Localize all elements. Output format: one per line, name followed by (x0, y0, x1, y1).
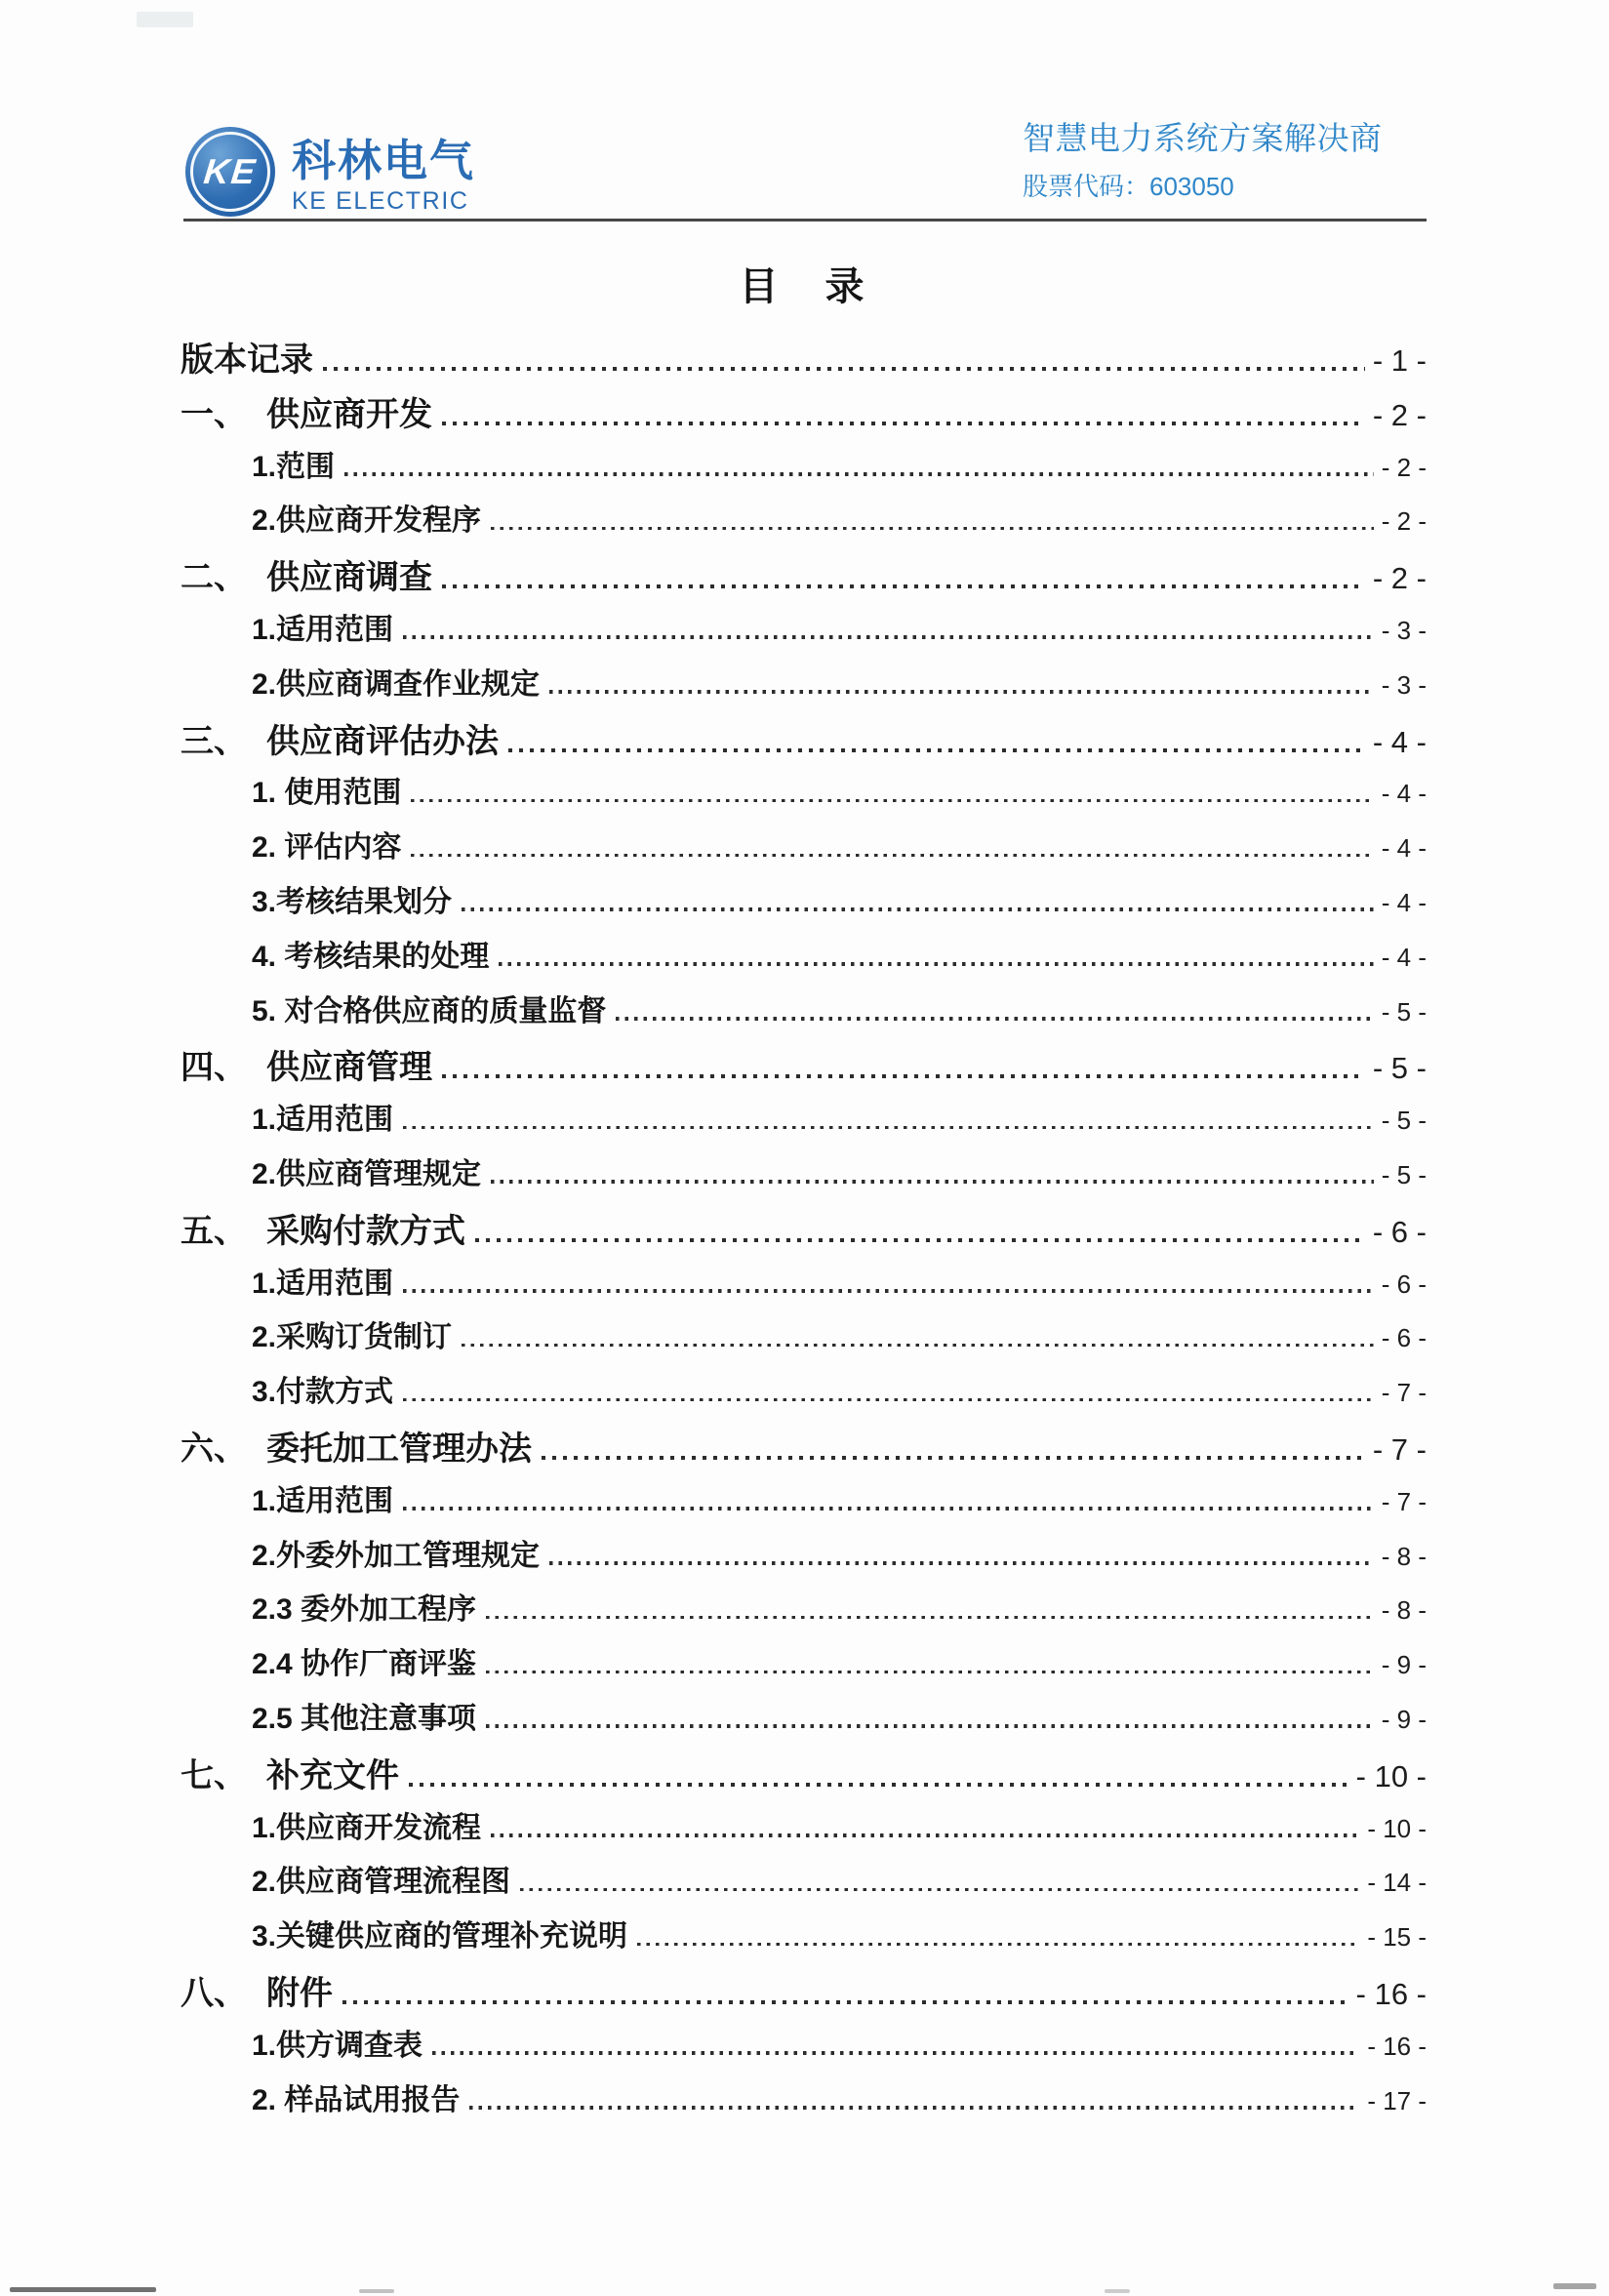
toc-entry-label: 2.5 其他注意事项 (252, 1702, 477, 1735)
toc-entry (181, 2068, 1427, 2122)
toc-entry-label: 1.适用范围 (252, 613, 394, 646)
toc-entry-label: 4. 考核结果的处理 (252, 940, 490, 973)
toc-entry-page: - 17 - (1367, 2085, 1427, 2115)
toc-entry-number: 三、 (181, 722, 247, 760)
dot-leader (491, 1833, 1359, 1837)
toc-entry-label: 2.供应商管理规定 (252, 1157, 482, 1190)
toc-entry-label: 1.范围 (252, 450, 336, 483)
toc-entry-label: 2. 评估内容 (252, 831, 402, 865)
dot-leader (520, 1888, 1359, 1892)
dot-leader (486, 1724, 1374, 1728)
dot-leader (403, 1126, 1374, 1130)
toc-entry-number: 四、 (181, 1049, 247, 1087)
header-divider (183, 219, 1427, 222)
stock-code: 股票代码：603050 (1023, 172, 1234, 202)
scan-artifact (1105, 2289, 1130, 2293)
dot-leader (462, 1344, 1374, 1348)
toc-entry (181, 706, 1427, 761)
dot-leader (491, 527, 1374, 531)
brand-name-cn: 科林电气 (292, 136, 476, 185)
company-tagline: 智慧电力系统方案解决商 (1023, 120, 1383, 156)
ke-logo-icon (185, 127, 275, 217)
toc-entry-label: 供应商管理 (266, 1049, 432, 1087)
header-right-block (1023, 118, 1383, 203)
scan-artifact (359, 2289, 394, 2293)
toc-title: 目 录 (739, 265, 868, 308)
toc-entry-label: 2.采购订货制订 (252, 1321, 453, 1354)
toc-entry-label: 3.付款方式 (252, 1376, 394, 1409)
toc-entry (181, 869, 1427, 924)
toc-entry-page: - 1 - (1372, 343, 1427, 378)
toc-entry-page: - 6 - (1372, 1214, 1427, 1249)
toc-entry (181, 1904, 1427, 1958)
dot-leader (403, 1398, 1374, 1402)
toc-entry (181, 1305, 1427, 1359)
toc-entry (181, 1196, 1427, 1251)
dot-leader (403, 635, 1374, 639)
toc-entry-page: - 15 - (1367, 1922, 1427, 1953)
toc-entry-label: 供应商调查 (266, 559, 432, 597)
toc-entry (181, 815, 1427, 869)
dot-leader (342, 2000, 1348, 2004)
dot-leader (549, 690, 1374, 694)
toc-entry-label: 5. 对合格供应商的质量监督 (252, 994, 607, 1027)
toc-entry-label: 2.外委外加工管理规定 (252, 1539, 541, 1572)
toc-entry-label: 3.考核结果划分 (252, 885, 453, 918)
dot-leader (637, 1943, 1359, 1947)
toc-entry-page: - 3 - (1381, 669, 1427, 700)
dot-leader (499, 962, 1373, 966)
toc-entry-page: - 4 - (1381, 833, 1427, 864)
toc-entry (181, 652, 1427, 706)
dot-leader (344, 472, 1374, 476)
toc-entry (181, 924, 1427, 979)
dot-leader (411, 854, 1373, 858)
toc-entry (181, 2013, 1427, 2068)
toc-entry (181, 1469, 1427, 1523)
dot-leader (475, 1238, 1365, 1242)
toc-entry-page: - 5 - (1381, 996, 1427, 1027)
toc-entry (181, 325, 1427, 380)
toc-entry-number: 七、 (181, 1756, 247, 1794)
toc-entry-label: 补充文件 (266, 1756, 399, 1794)
dot-leader (469, 2106, 1359, 2110)
toc-entry-label: 2.供应商管理流程图 (252, 1866, 511, 1899)
toc-entry-page: - 7 - (1372, 1431, 1427, 1467)
dot-leader (323, 367, 1365, 371)
toc-entry-label: 1.供应商开发流程 (252, 1811, 482, 1844)
dot-leader (442, 584, 1365, 588)
toc-entry (181, 543, 1427, 597)
toc-entry-number: 二、 (181, 559, 247, 597)
toc-entry-label: 1. 使用范围 (252, 777, 402, 810)
toc-entry-page: - 6 - (1381, 1269, 1427, 1299)
toc-entry-page: - 9 - (1381, 1704, 1427, 1734)
toc-entry-label: 1.适用范围 (252, 1484, 394, 1517)
toc-entry (181, 1577, 1427, 1631)
toc-entry (181, 760, 1427, 815)
toc-entry (181, 1087, 1427, 1142)
toc-entry-page: - 3 - (1381, 615, 1427, 645)
toc-entry-page: - 16 - (1355, 1976, 1427, 2011)
toc-entry-label: 2.4 协作厂商评鉴 (252, 1648, 477, 1681)
toc-entry-page: - 2 - (1381, 506, 1427, 537)
dot-leader (411, 799, 1373, 803)
toc-entry (181, 1414, 1427, 1469)
toc-entry-label: 附件 (266, 1974, 333, 2012)
toc-entry-label: 1.供方调查表 (252, 2029, 423, 2062)
dot-leader (462, 907, 1374, 911)
toc-entry-page: - 7 - (1381, 1378, 1427, 1408)
dot-leader (442, 1074, 1365, 1078)
toc-entry (181, 1142, 1427, 1196)
toc-entry-page: - 10 - (1367, 1813, 1427, 1843)
toc-entry-page: - 4 - (1381, 887, 1427, 917)
toc-entry-page: - 2 - (1372, 397, 1427, 432)
toc-rows (181, 325, 1427, 2121)
toc-entry (181, 380, 1427, 434)
toc-entry (181, 1686, 1427, 1741)
toc-entry-page: - 2 - (1381, 452, 1427, 482)
dot-leader (549, 1561, 1374, 1565)
toc-entry (181, 979, 1427, 1033)
toc-entry (181, 1849, 1427, 1904)
toc-entry (181, 1795, 1427, 1850)
dot-leader (508, 748, 1365, 752)
toc-entry-label: 1.适用范围 (252, 1267, 394, 1300)
toc-entry (181, 1741, 1427, 1795)
toc-entry-number: 八、 (181, 1974, 247, 2012)
toc-entry-page: - 5 - (1372, 1051, 1427, 1086)
toc-entry-page: - 14 - (1367, 1868, 1427, 1898)
toc-entry-label: 2. 样品试用报告 (252, 2083, 461, 2116)
toc-entry (181, 488, 1427, 543)
dot-leader (491, 1180, 1374, 1184)
logo-monogram: KE (201, 151, 260, 191)
toc-entry-page: - 4 - (1381, 942, 1427, 972)
brand-block (292, 137, 475, 216)
toc-entry-label: 2.供应商调查作业规定 (252, 667, 541, 701)
scan-artifact (10, 2287, 156, 2292)
toc-entry-page: - 5 - (1381, 1106, 1427, 1136)
dot-leader (409, 1783, 1348, 1787)
toc-entry-page: - 9 - (1381, 1650, 1427, 1680)
dot-leader (403, 1507, 1374, 1511)
scan-artifact (1553, 2283, 1596, 2289)
dot-leader (542, 1456, 1365, 1460)
toc-entry (181, 434, 1427, 489)
scan-artifact (137, 12, 193, 27)
toc-entry-page: - 4 - (1372, 724, 1427, 759)
toc-entry-label: 供应商开发 (266, 395, 432, 433)
toc-entry (181, 597, 1427, 652)
dot-leader (486, 1616, 1374, 1620)
toc-entry-label: 版本记录 (181, 342, 313, 379)
dot-leader (403, 1289, 1374, 1293)
toc-entry (181, 1631, 1427, 1686)
toc-entry-page: - 2 - (1372, 561, 1427, 596)
toc-entry-page: - 6 - (1381, 1323, 1427, 1353)
toc-entry (181, 1359, 1427, 1414)
dot-leader (442, 422, 1365, 425)
toc-entry-page: - 4 - (1381, 779, 1427, 809)
table-of-contents (181, 256, 1427, 2121)
dot-leader (486, 1671, 1374, 1674)
toc-entry (181, 1958, 1427, 2013)
toc-entry-label: 供应商评估办法 (266, 722, 499, 760)
toc-entry-label: 2.3 委外加工程序 (252, 1593, 477, 1627)
toc-entry-label: 3.关键供应商的管理补充说明 (252, 1920, 628, 1954)
toc-entry-page: - 10 - (1355, 1758, 1427, 1793)
brand-name-en: KE ELECTRIC (292, 186, 469, 215)
toc-entry-label: 1.适用范围 (252, 1104, 394, 1137)
toc-entry-label: 采购付款方式 (266, 1212, 465, 1250)
toc-entry-page: - 8 - (1381, 1595, 1427, 1626)
toc-entry (181, 1032, 1427, 1087)
toc-entry (181, 1251, 1427, 1306)
toc-entry-page: - 16 - (1367, 2031, 1427, 2061)
toc-entry-label: 委托加工管理办法 (266, 1430, 532, 1468)
toc-entry-number: 五、 (181, 1212, 247, 1250)
dot-leader (616, 1017, 1373, 1021)
dot-leader (432, 2051, 1359, 2055)
toc-entry-number: 六、 (181, 1430, 247, 1468)
toc-entry-page: - 7 - (1381, 1486, 1427, 1516)
toc-entry-number: 一、 (181, 395, 247, 433)
toc-entry-label: 2.供应商开发程序 (252, 504, 482, 538)
toc-entry-page: - 5 - (1381, 1159, 1427, 1189)
toc-entry (181, 1523, 1427, 1578)
toc-entry-page: - 8 - (1381, 1541, 1427, 1571)
